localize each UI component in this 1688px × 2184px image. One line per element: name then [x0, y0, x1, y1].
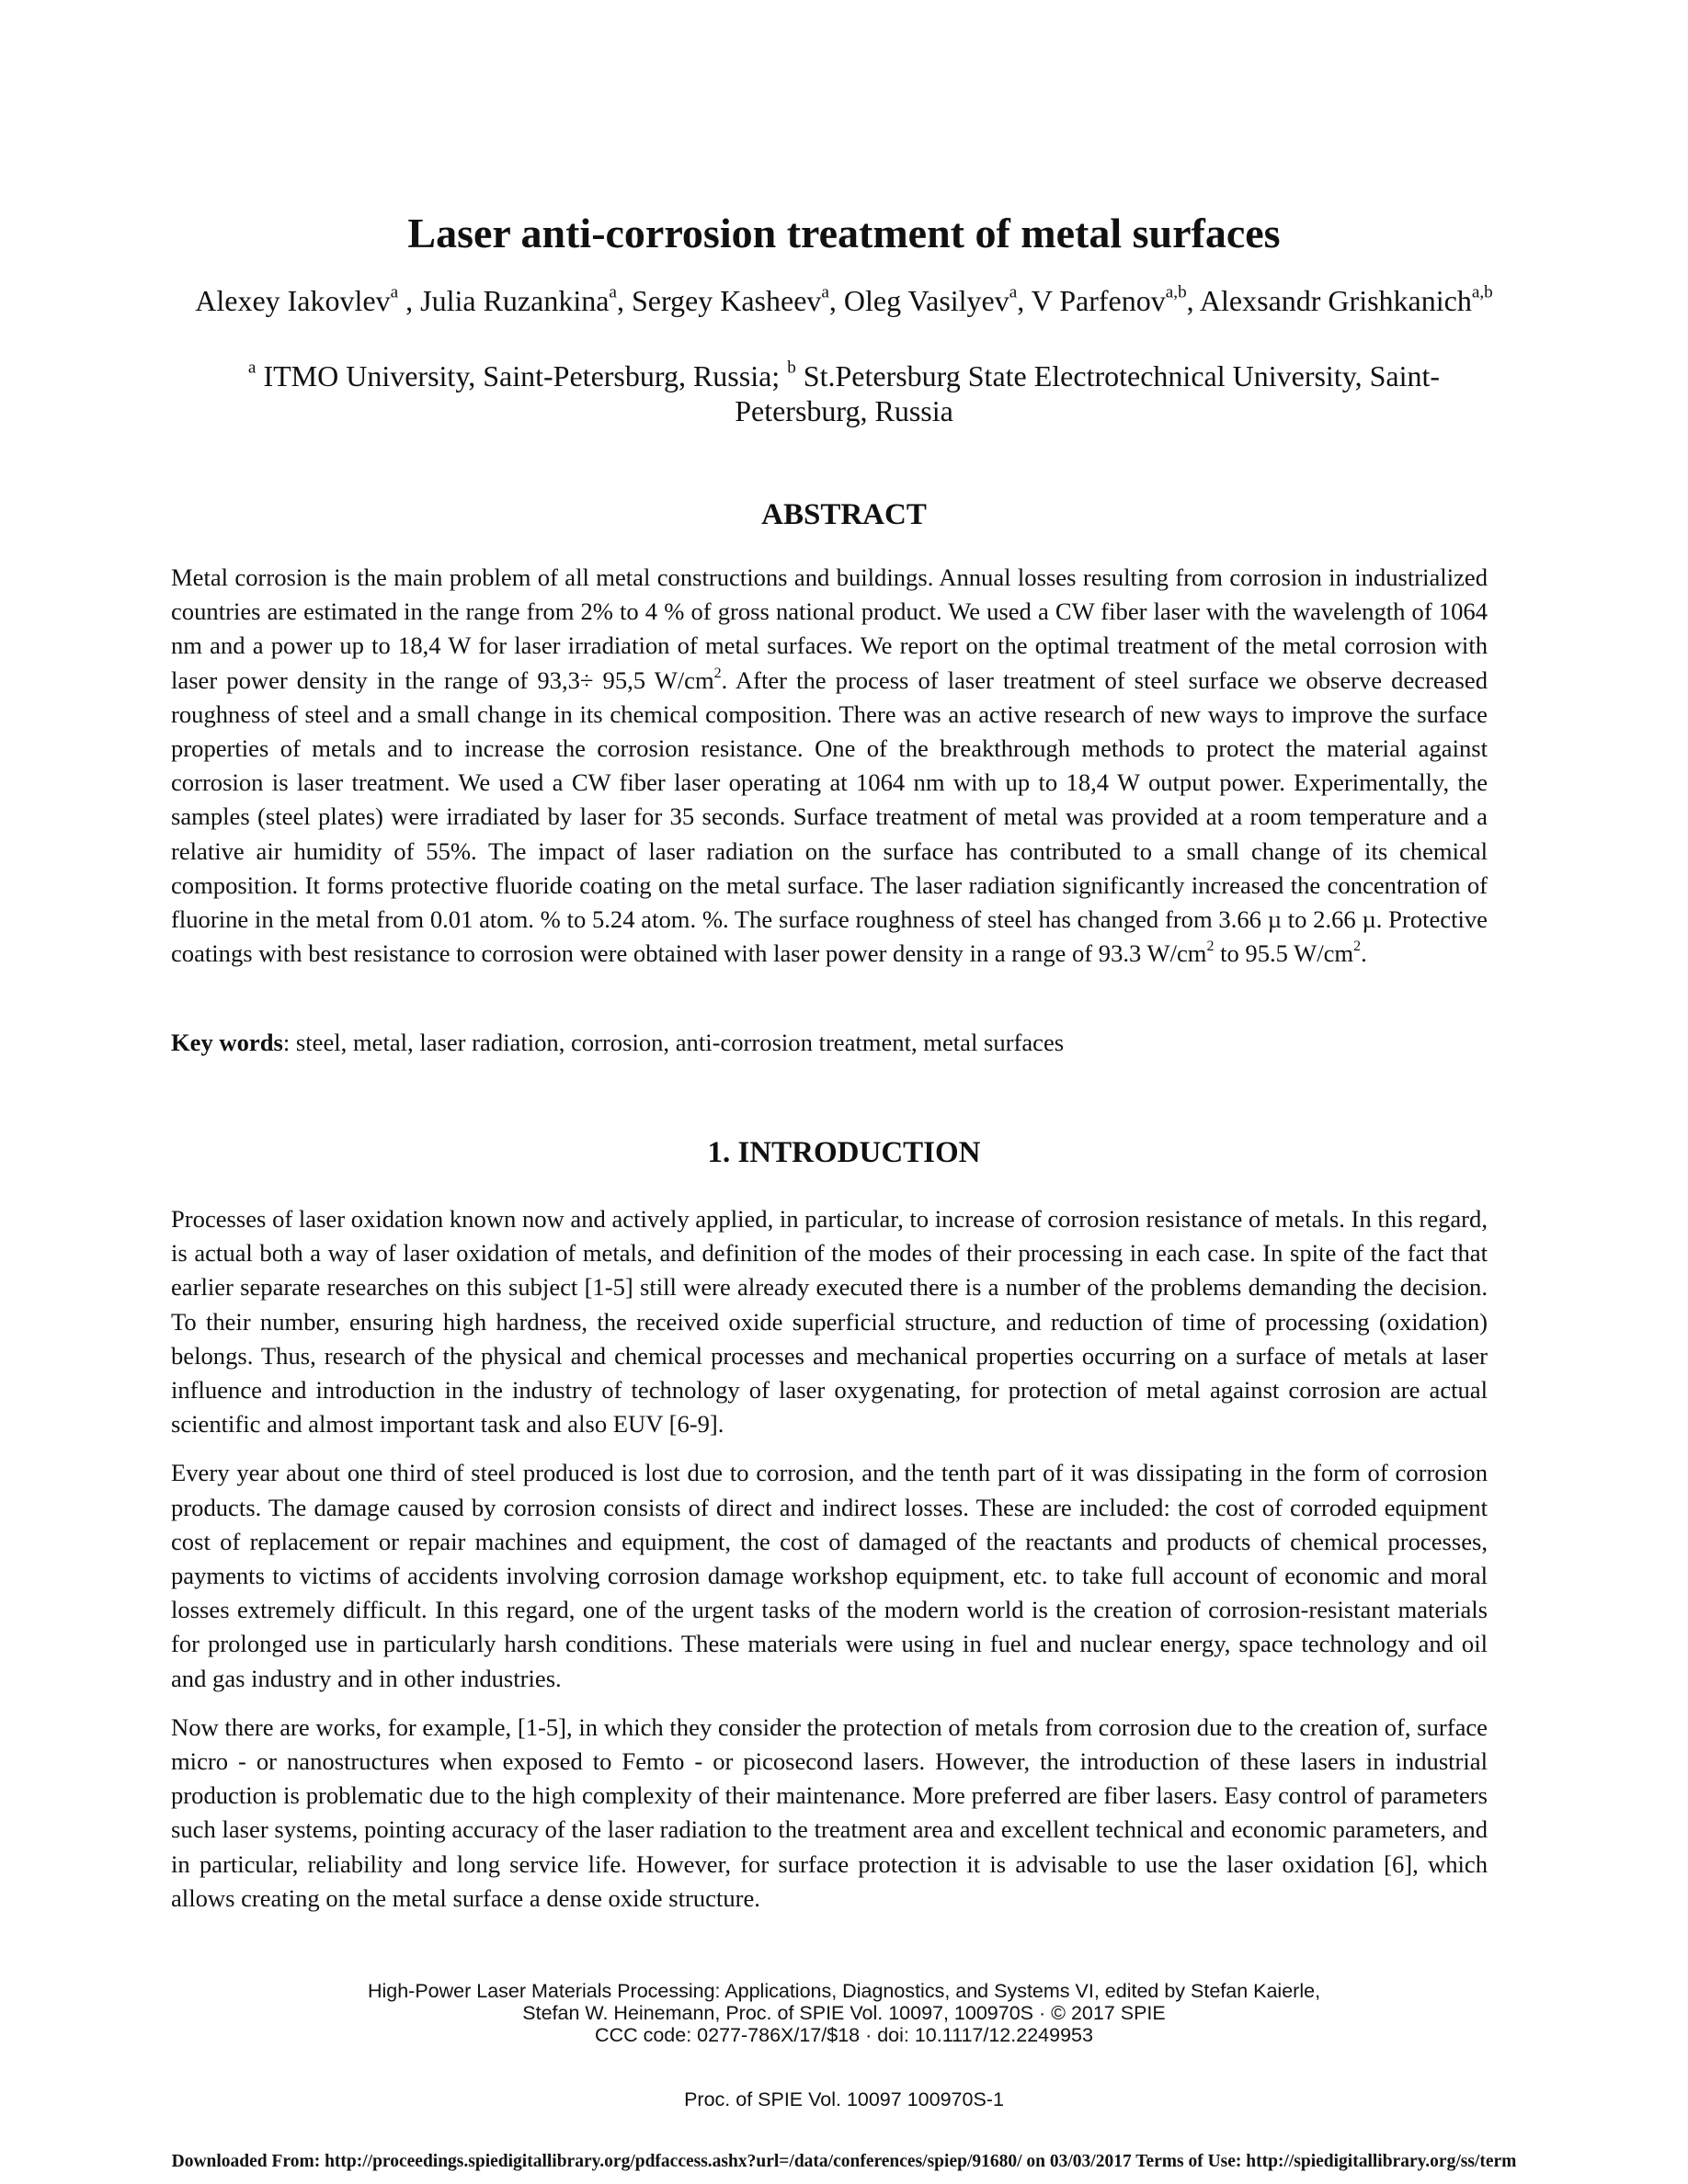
page-number: Proc. of SPIE Vol. 10097 100970S-1: [684, 2088, 1004, 2110]
author: Alexsandr Grishkanich$^{a,b}$: [1199, 282, 1493, 317]
author: Oleg Vasilyev$^a$,: [843, 282, 1032, 317]
proceedings-credit: [0, 1980, 1688, 2046]
credit-line: Stefan W. Heinemann, Proc. of SPIE Vol. 10097, 100970S · © 2017 SPIE: [522, 2002, 1166, 2024]
introduction-paragraph: Now there are works, for example, [1-5], in which they consider the protection of metals from corrosion due to the creation of, surface micro - or nanostructures when exposed to Femto - or picosecond lasers. However, the introduction of these lasers in industrial production is problematic due to the high complexity of their maintenance. More preferred are fiber lasers. Easy control of parameters such laser systems, pointing accuracy of the laser radiation to the treatment area and excellent technical and economic parameters, and in particular, reliability and long service life. However, for surface protection it is advisable to use the laser oxidation [6], which allows creating on the metal surface a dense oxide structure.: [171, 1712, 1488, 1912]
author: V Parfenov$^{a,b}$,: [1031, 282, 1200, 317]
keywords-text: : steel, metal, laser radiation, corrosion, anti-corrosion treatment, metal surfaces: [282, 1029, 1065, 1056]
author: Alexey Iakovlev$^a$ ,: [195, 282, 421, 317]
download-notice: Downloaded From: http://proceedings.spiedigitallibrary.org/pdfaccess.ashx?url=/data/conferences/spiep/91680/ on 03/03/2017 Terms of Use: http://spiedigitallibrary.org/ss/term: [171, 2152, 1517, 2171]
introduction-heading: 1. INTRODUCTION: [707, 1136, 981, 1169]
credit-line: CCC code: 0277-786X/17/$18 · doi: 10.1117/12.2249953: [595, 2024, 1093, 2046]
affiliation-list: [184, 358, 1504, 428]
author-list: [184, 283, 1504, 318]
paper-title: Laser anti-corrosion treatment of metal surfaces: [407, 210, 1281, 256]
author: Sergey Kasheev$^a$,: [631, 282, 844, 317]
introduction-paragraph: Processes of laser oxidation known now and actively applied, in particular, to increase of corrosion resistance of metals. In this regard, is actual both a way of laser oxidation of metals, and definition of the modes of their processing in each case. In spite of the fact that earlier separate researches on this subject [1-5] still were already executed there is a number of the problems demanding the decision. To their number, ensuring high hardness, the received oxide superficial structure, and reduction of time of processing (oxidation) belongs. Thus, research of the physical and chemical processes and mechanical properties occurring on a surface of metals at laser influence and introduction in the industry of technology of laser oxygenating, for protection of metal against corrosion are actual scientific and almost important task and also EUV [6-9].: [171, 1205, 1488, 1439]
affiliation: $^b$ St.Petersburg State Electrotechnical University, Saint-Petersburg, Russia: [735, 358, 1441, 427]
keywords-section: [171, 1026, 1488, 1075]
keywords-line: [171, 1026, 1488, 1060]
author: Julia Ruzankina$^a$,: [420, 282, 632, 317]
introduction-section: [171, 1202, 1488, 1930]
abstract-section: [171, 561, 1488, 985]
credit-line: High-Power Laser Materials Processing: Applications, Diagnostics, and Systems VI, edited by Stefan Kaierle,: [367, 1980, 1321, 2002]
abstract-heading: ABSTRACT: [761, 498, 927, 531]
keywords-label: Key words: [171, 1029, 283, 1056]
introduction-paragraph: Every year about one third of steel produced is lost due to corrosion, and the tenth part of it was dissipating in the form of corrosion products. The damage caused by corrosion consists of direct and indirect losses. These are included: the cost of corroded equipment cost of replacement or repair machines and equipment, the cost of damaged of the reactants and products of chemical processes, payments to victims of accidents involving corrosion damage workshop equipment, etc. to take full account of economic and moral losses extremely difficult. In this regard, one of the urgent tasks of the modern world is the creation of corrosion-resistant materials for prolonged use in particularly harsh conditions. These materials were using in fuel and nuclear energy, space technology and oil and gas industry and in other industries.: [171, 1459, 1488, 1692]
abstract-paragraph: Metal corrosion is the main problem of all metal constructions and buildings. Annual losses resulting from corrosion in industrialized countries are estimated in the range from 2% to 4 % of gross national product. We used a CW fiber laser with the wavelength of 1064 nm and a power up to 18,4 W for laser irradiation of metal surfaces. We report on the optimal treatment of the metal corrosion with laser power density in the range of 93,3÷ 95,5 $W/cm^2$. After the process of laser treatment of steel surface we observe decreased roughness of steel and a small change in its chemical composition. There was an active research of new ways to improve the surface properties of metals and to increase the corrosion resistance. One of the breakthrough methods to protect the material against corrosion is laser treatment. We used a CW fiber laser operating at 1064 nm with up to 18,4 W output power. Experimentally, the samples (steel plates) were irradiated by laser for 35 seconds. Surface treatment of metal was provided at a room temperature and a relative air humidity of 55%. The impact of laser radiation on the surface has contributed to a small change of its chemical composition. It forms protective fluoride coating on the metal surface. The laser radiation significantly increased the concentration of fluorine in the metal from 0.01 atom. % to 5.24 atom. %. The surface roughness of steel has changed from 3.66 µ to 2.66 µ. Protective coatings with best resistance to corrosion were obtained with laser power density in a range of 93.3 $W/cm^2$ to 95.5 $W/cm^2$.: [171, 563, 1488, 968]
affiliation: $^a$ ITMO University, Saint-Petersburg, Russia;: [247, 358, 788, 392]
